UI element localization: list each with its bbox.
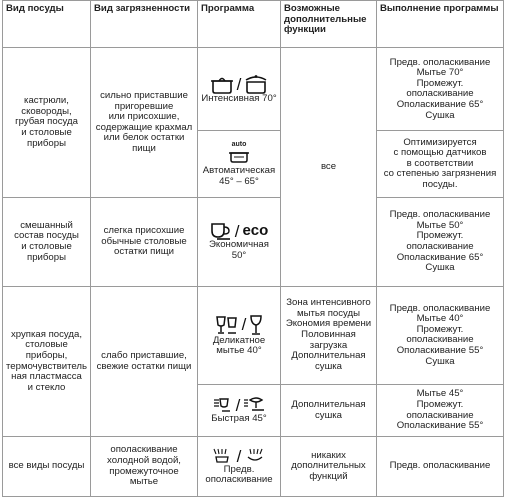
execution-auto: Оптимизируется с помощью датчиков в соответствии со степенью загрязнения посуды.: [377, 131, 504, 198]
extra-functions-delicate: Зона интенсивного мытья посуды Экономия времени Половинная загрузка Дополнительная сушка: [281, 286, 377, 384]
glasses-icon: [215, 315, 239, 335]
soil-type-fresh: слабо приставшие, свежие остатки пищи: [91, 286, 198, 437]
pot-lid-icon: [244, 74, 268, 94]
pan-icon: [228, 148, 250, 164]
auto-badge: auto: [231, 141, 247, 149]
delicate-program-icons: [200, 314, 278, 336]
spray-icon: [212, 448, 234, 464]
eco-badge: eco: [242, 222, 269, 240]
program-table: [2, 0, 504, 497]
quick-cup-icon: [213, 397, 233, 413]
plate-cup-icon: [210, 222, 232, 240]
program-delicate: / Деликатное мытье 40°: [198, 286, 281, 384]
slash-separator: /: [236, 446, 242, 466]
program-prerinse: / Предв. ополаскивание: [198, 437, 281, 497]
slash-separator: /: [234, 221, 240, 241]
slash-separator: /: [241, 315, 247, 335]
program-auto: auto Автоматическая 45° – 65°: [198, 131, 281, 198]
soil-type-heavy: сильно приставшие пригоревшие или присохшие, содержащие крахмал или белок остатки пищи: [91, 48, 198, 198]
wine-glass-icon: [249, 314, 263, 336]
soil-type-light: слегка присохшие обычные столовые остатки пищи: [91, 197, 198, 286]
eco-program-icons: [200, 222, 278, 240]
dish-type-all: все виды посуды: [3, 437, 91, 497]
spray-plate-icon: [244, 448, 266, 464]
soil-type-rinse: ополаскивание холодной водой, промежуточное мытье: [91, 437, 198, 497]
header-dish-type: Вид посуды: [3, 1, 91, 48]
prerinse-program-icons: [200, 448, 278, 465]
extra-functions-prerinse: никаких дополнительных функций: [281, 437, 377, 497]
program-intensive: [198, 48, 281, 131]
execution-quick: Мытье 45° Промежут. ополаскивание Ополаскивание 55°: [377, 384, 504, 437]
program-eco: / eco Экономичная 50°: [198, 197, 281, 286]
header-execution: Выполнение программы: [377, 1, 504, 48]
dish-type-pots: кастрюли, сковороды, грубая посуда и столовые приборы: [3, 48, 91, 198]
execution-eco: Предв. ополаскивание Мытье 50° Промежут. ополаскивание Ополаскивание 65° Сушка: [377, 197, 504, 286]
quick-program-icons: [200, 397, 278, 414]
execution-intensive: Предв. ополаскивание Мытье 70° Промежут. ополаскивание Ополаскивание 65° Сушка: [377, 48, 504, 131]
header-program: Программа: [198, 1, 281, 48]
intensive-program-icons: [200, 74, 278, 94]
extra-functions-quick: Дополнительная сушка: [281, 384, 377, 437]
execution-prerinse: Предв. ополаскивание: [377, 437, 504, 497]
dish-type-mixed: смешанный состав посуды и столовые приборы: [3, 197, 91, 286]
header-extra-functions: Возможные дополнительные функции: [281, 1, 377, 48]
extra-functions-all: все: [281, 48, 377, 286]
slash-separator: /: [235, 395, 241, 415]
execution-delicate: Предв. ополаскивание Мытье 40° Промежут. ополаскивание Ополаскивание 55° Сушка: [377, 286, 504, 384]
quick-plate-icon: [243, 397, 265, 413]
dish-type-fragile: хрупкая посуда, столовые приборы, термочувствитель ная пластмасса и стекло: [3, 286, 91, 437]
pot-icon: [210, 74, 234, 94]
header-soil-type: Вид загрязненности: [91, 1, 198, 48]
program-name-quick: Быстрая 45°: [211, 412, 267, 424]
program-name-intensive: Интенсивная 70°: [201, 93, 277, 105]
slash-separator: /: [236, 74, 242, 94]
program-quick: [198, 384, 281, 437]
